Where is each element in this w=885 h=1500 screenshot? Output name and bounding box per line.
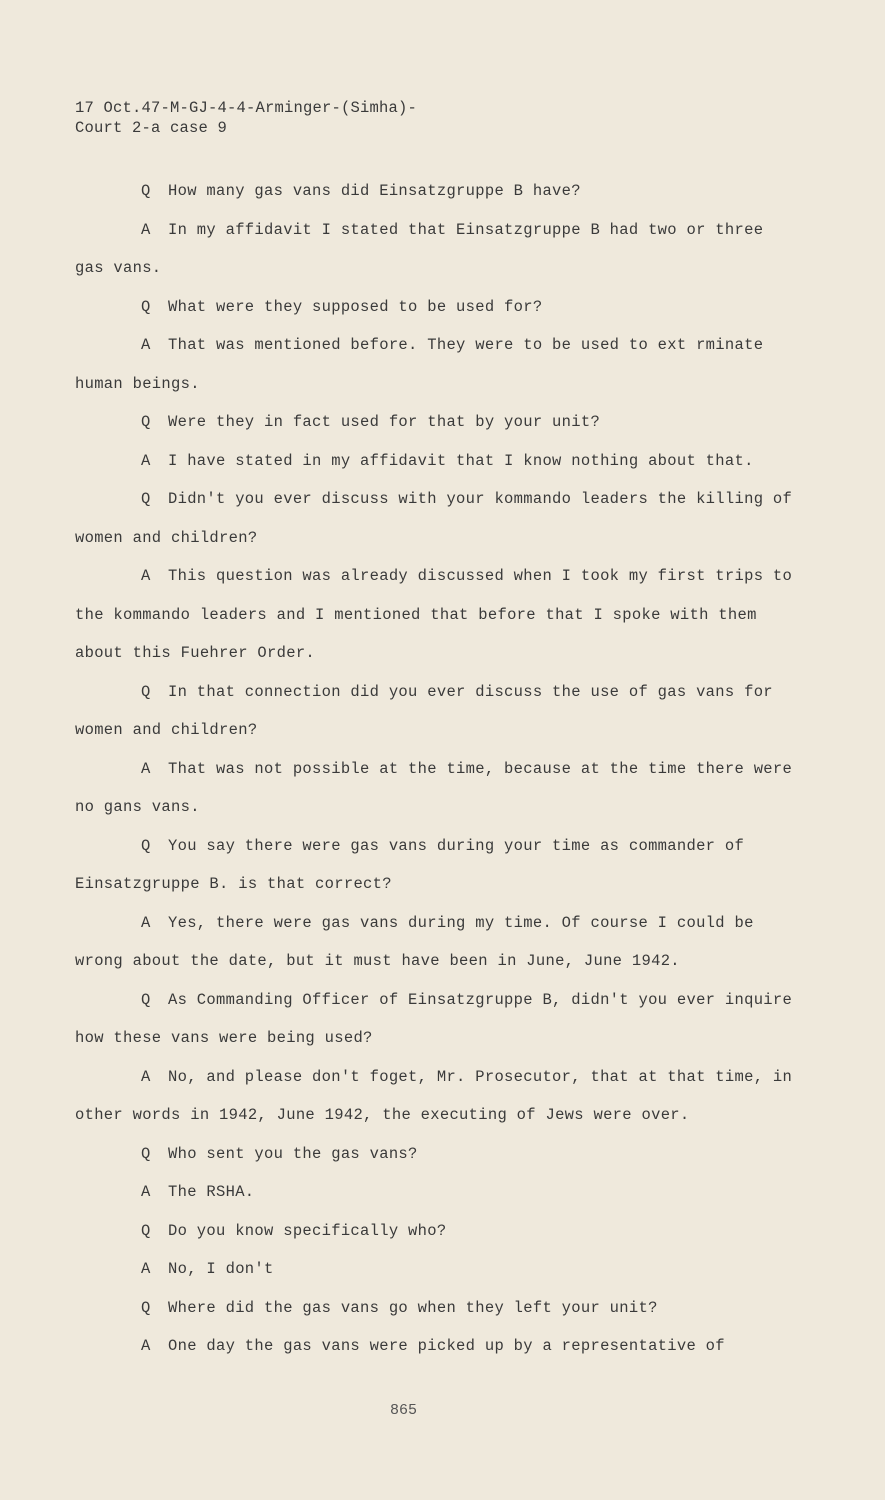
transcript-paragraph <box>75 442 795 481</box>
paragraph-text: Didn't you ever discuss with your kommando leaders the killing of women and children? <box>75 490 802 547</box>
paragraph-text: How many gas vans did Einsatzgruppe B have? <box>168 182 581 200</box>
transcript-paragraph <box>75 981 802 1058</box>
speaker-label: A <box>141 1067 151 1086</box>
transcript-body <box>75 172 802 1366</box>
transcript-paragraph <box>75 1173 795 1212</box>
transcript-paragraph <box>75 1135 795 1174</box>
document-header <box>75 98 417 138</box>
speaker-label: A <box>141 913 151 932</box>
transcript-paragraph <box>75 326 795 403</box>
paragraph-text: You say there were gas vans during your time as commander of Einsatzgruppe B. is that correct? <box>75 836 754 893</box>
paragraph-text: In my affidavit I stated that Einsatzgruppe B had two or three gas vans. <box>75 220 773 277</box>
speaker-label: A <box>141 1337 151 1355</box>
paragraph-text: Do you know specifically who? <box>168 1221 447 1240</box>
speaker-label: Q <box>141 490 151 508</box>
transcript-paragraph <box>75 750 802 827</box>
speaker-label: Q <box>141 836 151 855</box>
transcript-paragraph <box>75 403 795 442</box>
speaker-label: A <box>141 451 151 470</box>
speaker-label: A <box>141 759 151 778</box>
speaker-label: Q <box>141 413 151 431</box>
paragraph-text: One day the gas vans were picked up by a representative of <box>168 1337 725 1355</box>
transcript-paragraph <box>75 1212 795 1251</box>
transcript-paragraph <box>75 557 802 673</box>
transcript-paragraph <box>75 172 795 211</box>
transcript-paragraph <box>75 1058 802 1135</box>
speaker-label: A <box>141 220 151 239</box>
paragraph-text: I have stated in my affidavit that I know nothing about that. <box>168 451 754 470</box>
speaker-label: Q <box>141 682 151 701</box>
paragraph-text: Yes, there were gas vans during my time. Of course I could be wrong about the date, but it must have been in June, June 1942. <box>75 913 764 970</box>
transcript-paragraph <box>75 1327 795 1366</box>
paragraph-text: That was not possible at the time, because at the time there were no gans vans. <box>75 759 802 816</box>
paragraph-text: Were they in fact used for that by your unit? <box>168 413 601 431</box>
speaker-label: Q <box>141 297 151 316</box>
paragraph-text: That was mentioned before. They were to be used to ext rminate human beings. <box>75 336 773 393</box>
paragraph-text: No, and please don't foget, Mr. Prosecutor, that at that time, in other words in 1942, June 1942, the executing of Jews were over. <box>75 1067 802 1124</box>
speaker-label: A <box>141 567 151 585</box>
transcript-paragraph <box>75 1289 795 1328</box>
paragraph-text: Who sent you the gas vans? <box>168 1144 418 1163</box>
paragraph-text: The RSHA. <box>168 1183 255 1201</box>
transcript-paragraph <box>75 211 795 288</box>
speaker-label: A <box>141 1183 151 1201</box>
paragraph-text: This question was already discussed when I took my first trips to the kommando leaders and I mentioned that before that I spoke with them about this Fuehrer Order. <box>75 567 802 662</box>
speaker-label: Q <box>141 1221 151 1240</box>
speaker-label: Q <box>141 1298 151 1317</box>
page-number: 865 <box>390 1402 418 1419</box>
paragraph-text: As Commanding Officer of Einsatzgruppe B, didn't you ever inquire how these vans were being used? <box>75 990 802 1047</box>
paragraph-text: No, I don't <box>168 1260 274 1278</box>
transcript-paragraph <box>75 1250 795 1289</box>
speaker-label: A <box>141 1260 151 1278</box>
speaker-label: Q <box>141 1144 151 1163</box>
transcript-paragraph <box>75 827 795 904</box>
transcript-paragraph <box>75 288 795 327</box>
transcript-paragraph <box>75 673 795 750</box>
speaker-label: A <box>141 336 151 354</box>
header-line-2: Court 2-a case 9 <box>75 119 228 137</box>
paragraph-text: What were they supposed to be used for? <box>168 297 543 316</box>
paragraph-text: Where did the gas vans go when they left your unit? <box>168 1298 658 1317</box>
speaker-label: Q <box>141 990 151 1009</box>
speaker-label: Q <box>141 182 151 200</box>
header-line-1: 17 Oct.47-M-GJ-4-4-Arminger-(Simha)- <box>75 99 418 117</box>
paragraph-text: In that connection did you ever discuss the use of gas vans for women and children? <box>75 682 783 739</box>
transcript-paragraph <box>75 480 802 557</box>
transcript-paragraph <box>75 904 795 981</box>
